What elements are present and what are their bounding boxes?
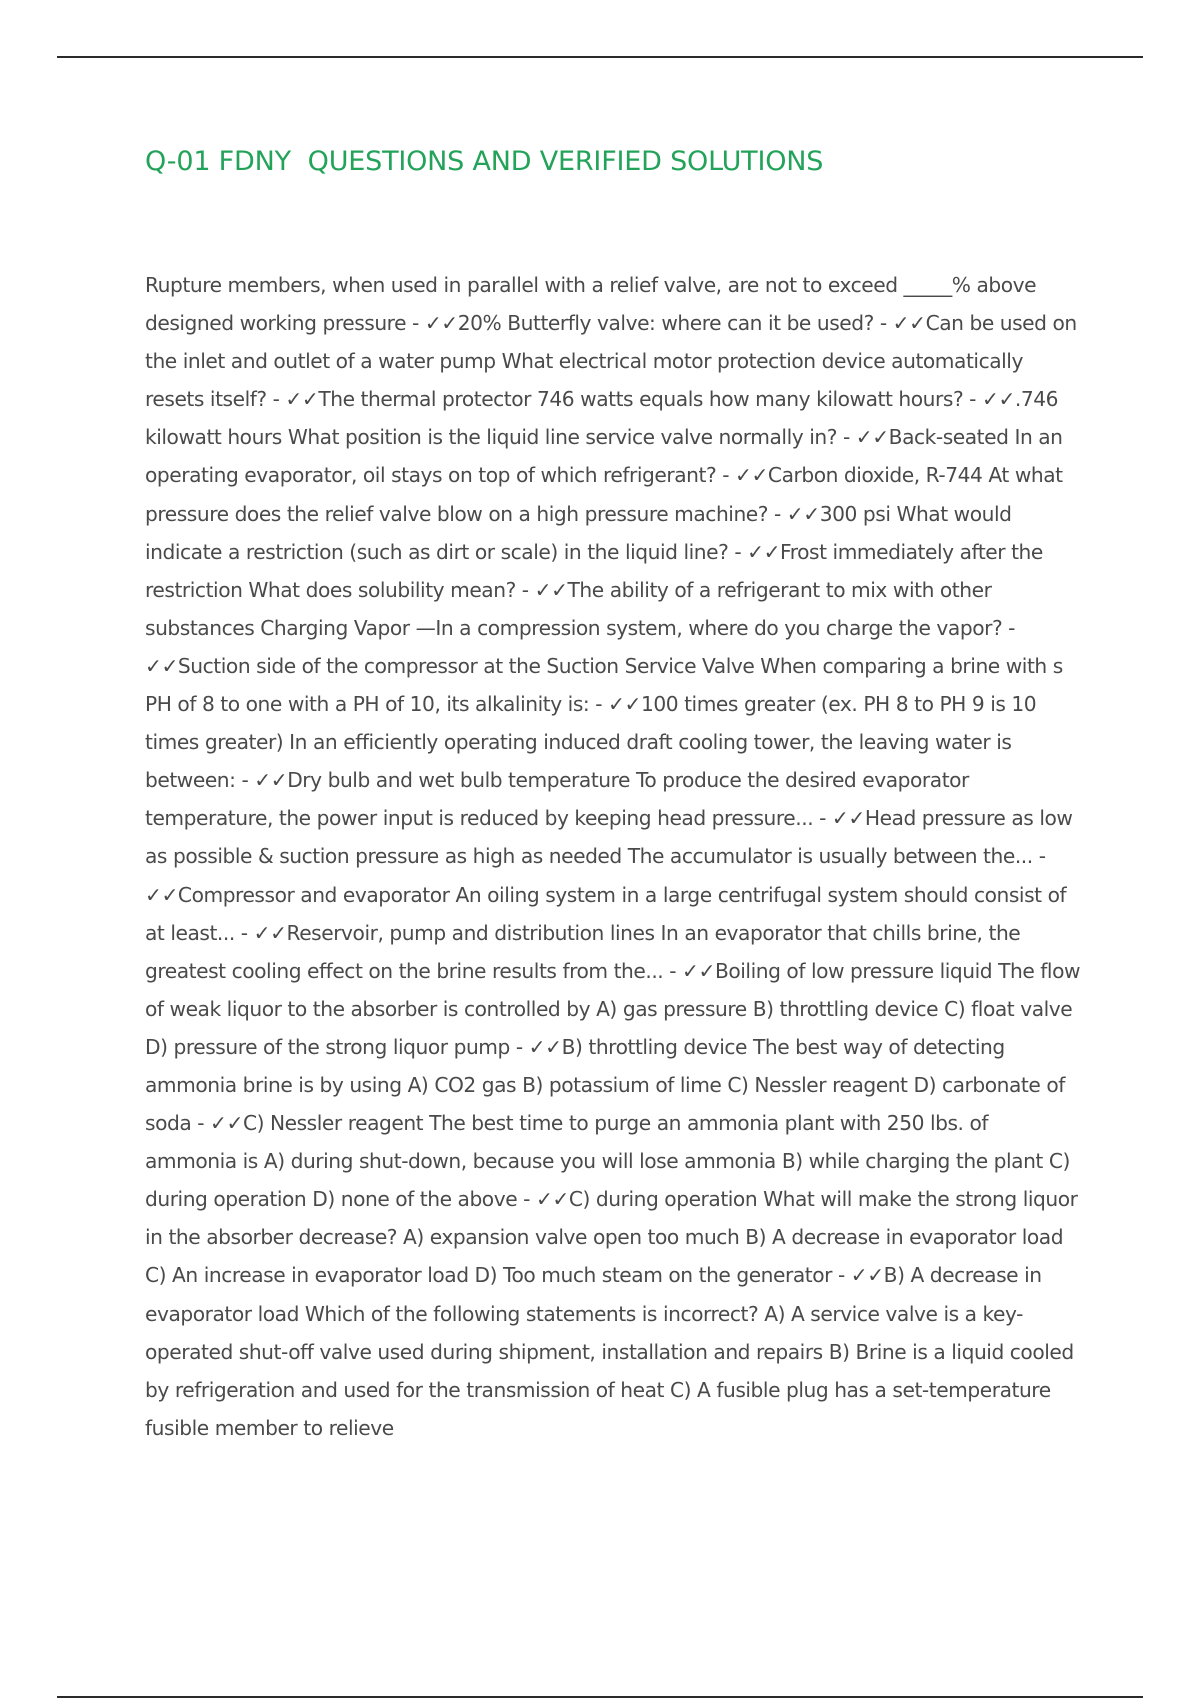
header-divider xyxy=(57,56,1143,58)
document-body-text: Rupture members, when used in parallel with a relief valve, are not to exceed _____% above designed working pressure - ✓✓20% Butterfly valve: where can it be used? - ✓✓Can be used on the inlet and outlet of a water pump What electrical motor protection device automatically resets itself? - ✓✓The thermal protector 746 watts equals how many kilowatt hours? - ✓✓.746 kilowatt hours What position is the liquid line service valve normally in? - ✓✓Back-seated In an operating evaporator, oil stays on top of which refrigerant? - ✓✓Carbon dioxide, R-744 At what pressure does the relief valve blow on a high pressure machine? - ✓✓300 psi What would indicate a restriction (such as dirt or scale) in the liquid line? - ✓✓Frost immediately after the restriction What does solubility mean? - ✓✓The ability of a refrigerant to mix with other substances Charging Vapor —In a compression system, where do you charge the vapor? - ✓✓Suction side of the compressor at the Suction Service Valve When comparing a brine with s PH of 8 to one with a PH of 10, its alkalinity is: - ✓✓100 times greater (ex. PH 8 to PH 9 is 10 times greater) In an efficiently operating induced draft cooling tower, the leaving water is between: - ✓✓Dry bulb and wet bulb temperature To produce the desired evaporator temperature, the power input is reduced by keeping head pressure... - ✓✓Head pressure as low as possible & suction pressure as high as needed The accumulator is usually between the... - ✓✓Compressor and evaporator An oiling system in a large centrifugal system should consist of at least... - ✓✓Reservoir, pump and distribution lines In an evaporator that chills brine, the greatest cooling effect on the brine results from the... - ✓✓Boiling of low pressure liquid The flow of weak liquor to the absorber is controlled by A) gas pressure B) throttling device C) float valve D) pressure of the strong liquor pump - ✓✓B) throttling device The best way of detecting ammonia brine is by using A) CO2 gas B) potassium of lime C) Nessler reagent D) carbonate of soda - ✓✓C) Nessler reagent The best time to purge an ammonia plant with 250 lbs. of ammonia is A) during shut-down, because you will lose ammonia B) while charging the plant C) during operation D) none of the above - ✓✓C) during operation What will make the strong liquor in the absorber decrease? A) expansion valve open too much B) A decrease in evaporator load C) An increase in evaporator load D) Too much steam on the generator - ✓✓B) A decrease in evaporator load Which of the following statements is incorrect? A) A service valve is a key-operated shut-off valve used during shipment, installation and repairs B) Brine is a liquid cooled by refrigeration and used for the transmission of heat C) A fusible plug has a set-temperature fusible member to relieve xyxy=(145,273,1081,1440)
document-title: Q-01 FDNY QUESTIONS AND VERIFIED SOLUTIONS xyxy=(145,146,824,177)
footer-divider xyxy=(57,1696,1143,1698)
